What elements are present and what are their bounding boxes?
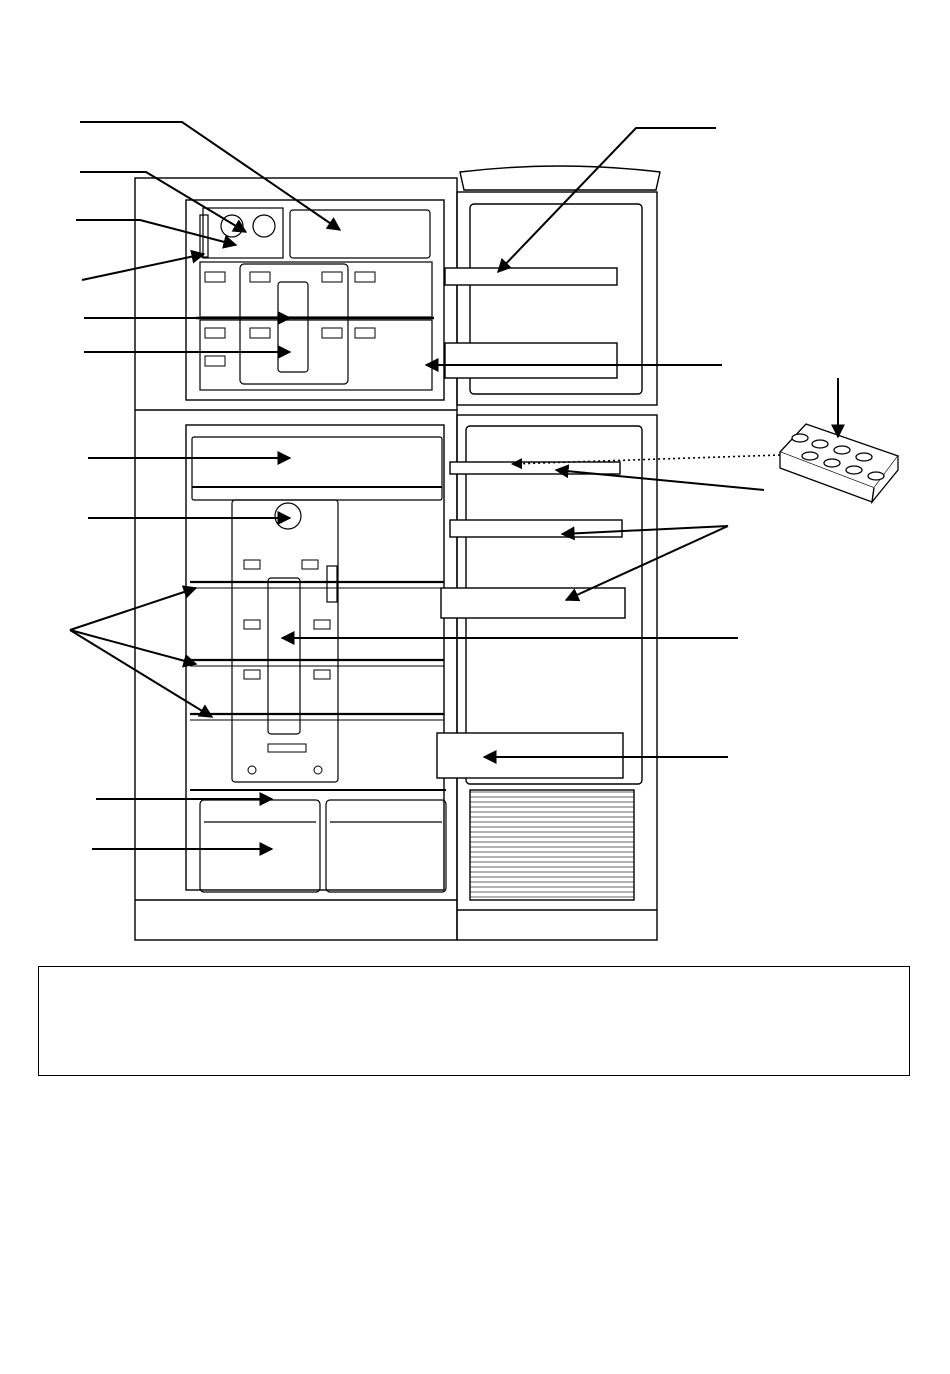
door-shelves bbox=[437, 268, 625, 778]
callout-arrow-9a bbox=[70, 588, 196, 630]
freezer-door-shelf-upper bbox=[445, 268, 617, 285]
callout-arrow-3 bbox=[76, 220, 236, 245]
callout-arrow-9c bbox=[70, 630, 212, 717]
callout-arrow-15 bbox=[556, 470, 764, 490]
callout-arrow-1 bbox=[80, 122, 340, 230]
freezer-interior bbox=[196, 208, 434, 390]
door-shelf-middle bbox=[450, 520, 622, 537]
thermostat-knob-right bbox=[253, 215, 275, 237]
caption-box bbox=[38, 966, 910, 1076]
callout-arrow-12 bbox=[498, 128, 716, 272]
callout-arrow-9b bbox=[70, 630, 196, 664]
door-shelf-bottle bbox=[441, 588, 625, 618]
cabinet bbox=[135, 178, 457, 940]
door-shelf-bottom bbox=[437, 733, 623, 778]
vent-grille bbox=[470, 790, 634, 900]
fridge-thermostat bbox=[275, 503, 301, 529]
crisper-right bbox=[326, 800, 446, 892]
crisper-left bbox=[200, 800, 320, 892]
fridge-interior bbox=[190, 437, 446, 892]
caption-text bbox=[39, 967, 909, 987]
freezer-door-shelf-lower bbox=[445, 343, 617, 378]
ice-tray-compartment bbox=[290, 210, 430, 258]
fridge-air-duct bbox=[232, 500, 338, 782]
glass-shelves bbox=[190, 582, 444, 720]
chiller-compartment bbox=[192, 437, 442, 500]
